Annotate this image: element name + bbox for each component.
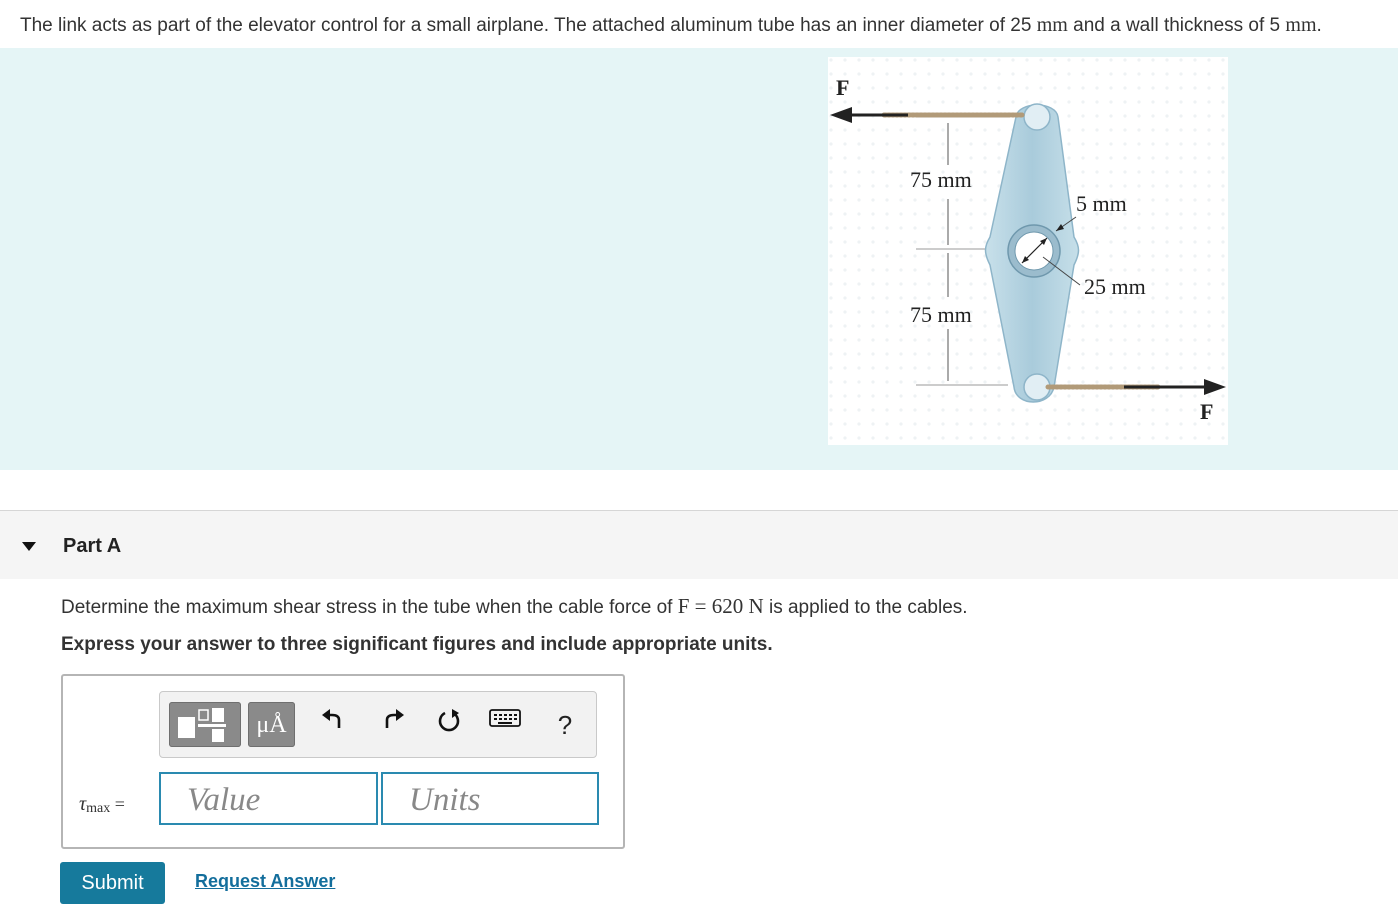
value-placeholder: Value xyxy=(187,782,261,818)
units-icon: μÅ xyxy=(256,712,287,738)
question-text xyxy=(61,594,968,619)
help-icon[interactable]: ? xyxy=(557,710,573,740)
reset-icon xyxy=(436,708,462,734)
intro-text-2: and a wall thickness of 5 xyxy=(1067,15,1286,36)
wall-thickness-label: 5 mm xyxy=(1076,191,1127,216)
problem-intro xyxy=(20,14,1322,37)
question-text-1: Determine the maximum shear stress in the tube when the cable force of xyxy=(61,597,678,618)
collapse-caret-icon[interactable] xyxy=(22,542,36,551)
redo-icon xyxy=(381,708,405,730)
intro-unit-1: mm xyxy=(1036,14,1068,36)
answer-instruction: Express your answer to three significant figures and include appropriate units. xyxy=(61,634,773,655)
part-title: Part A xyxy=(63,535,122,557)
part-a-header[interactable] xyxy=(0,511,1398,579)
units-placeholder: Units xyxy=(409,782,481,818)
reset-button[interactable] xyxy=(432,708,466,742)
question-math: F = 620 N xyxy=(677,594,764,618)
diameter-label: 25 mm xyxy=(1084,274,1146,299)
link-diagram xyxy=(828,57,1228,445)
intro-unit-2: mm xyxy=(1285,14,1317,36)
value-input[interactable] xyxy=(159,772,378,825)
templates-button[interactable] xyxy=(169,702,241,747)
keyboard-button[interactable] xyxy=(488,708,522,742)
undo-button[interactable] xyxy=(316,708,350,742)
units-button[interactable] xyxy=(248,702,295,747)
math-toolbar xyxy=(159,691,597,758)
tau-subscript: max xyxy=(86,801,111,816)
answer-box xyxy=(61,674,625,849)
redo-button[interactable] xyxy=(376,708,410,742)
force-bottom-label: F xyxy=(1200,399,1214,424)
submit-button[interactable]: Submit xyxy=(60,862,165,904)
dim-upper-label: 75 mm xyxy=(910,167,972,192)
tau-symbol: τ xyxy=(79,793,87,815)
intro-text-3: . xyxy=(1316,15,1322,36)
dim-lower-label: 75 mm xyxy=(910,302,972,327)
force-top-label: F xyxy=(836,75,850,100)
tau-max-label xyxy=(79,793,125,817)
question-text-2: is applied to the cables. xyxy=(763,597,968,618)
undo-icon xyxy=(321,708,345,730)
request-answer-link[interactable]: Request Answer xyxy=(195,871,336,891)
intro-text-1: The link acts as part of the elevator control for a small airplane. The attached aluminum tube has an inner diameter of 25 xyxy=(20,15,1037,36)
keyboard-icon xyxy=(489,708,521,728)
elevator-link-figure xyxy=(828,57,1228,445)
units-input[interactable] xyxy=(381,772,599,825)
templates-icon xyxy=(169,702,241,747)
equals-sign: = xyxy=(114,794,125,814)
top-pin-eye xyxy=(1024,104,1050,130)
